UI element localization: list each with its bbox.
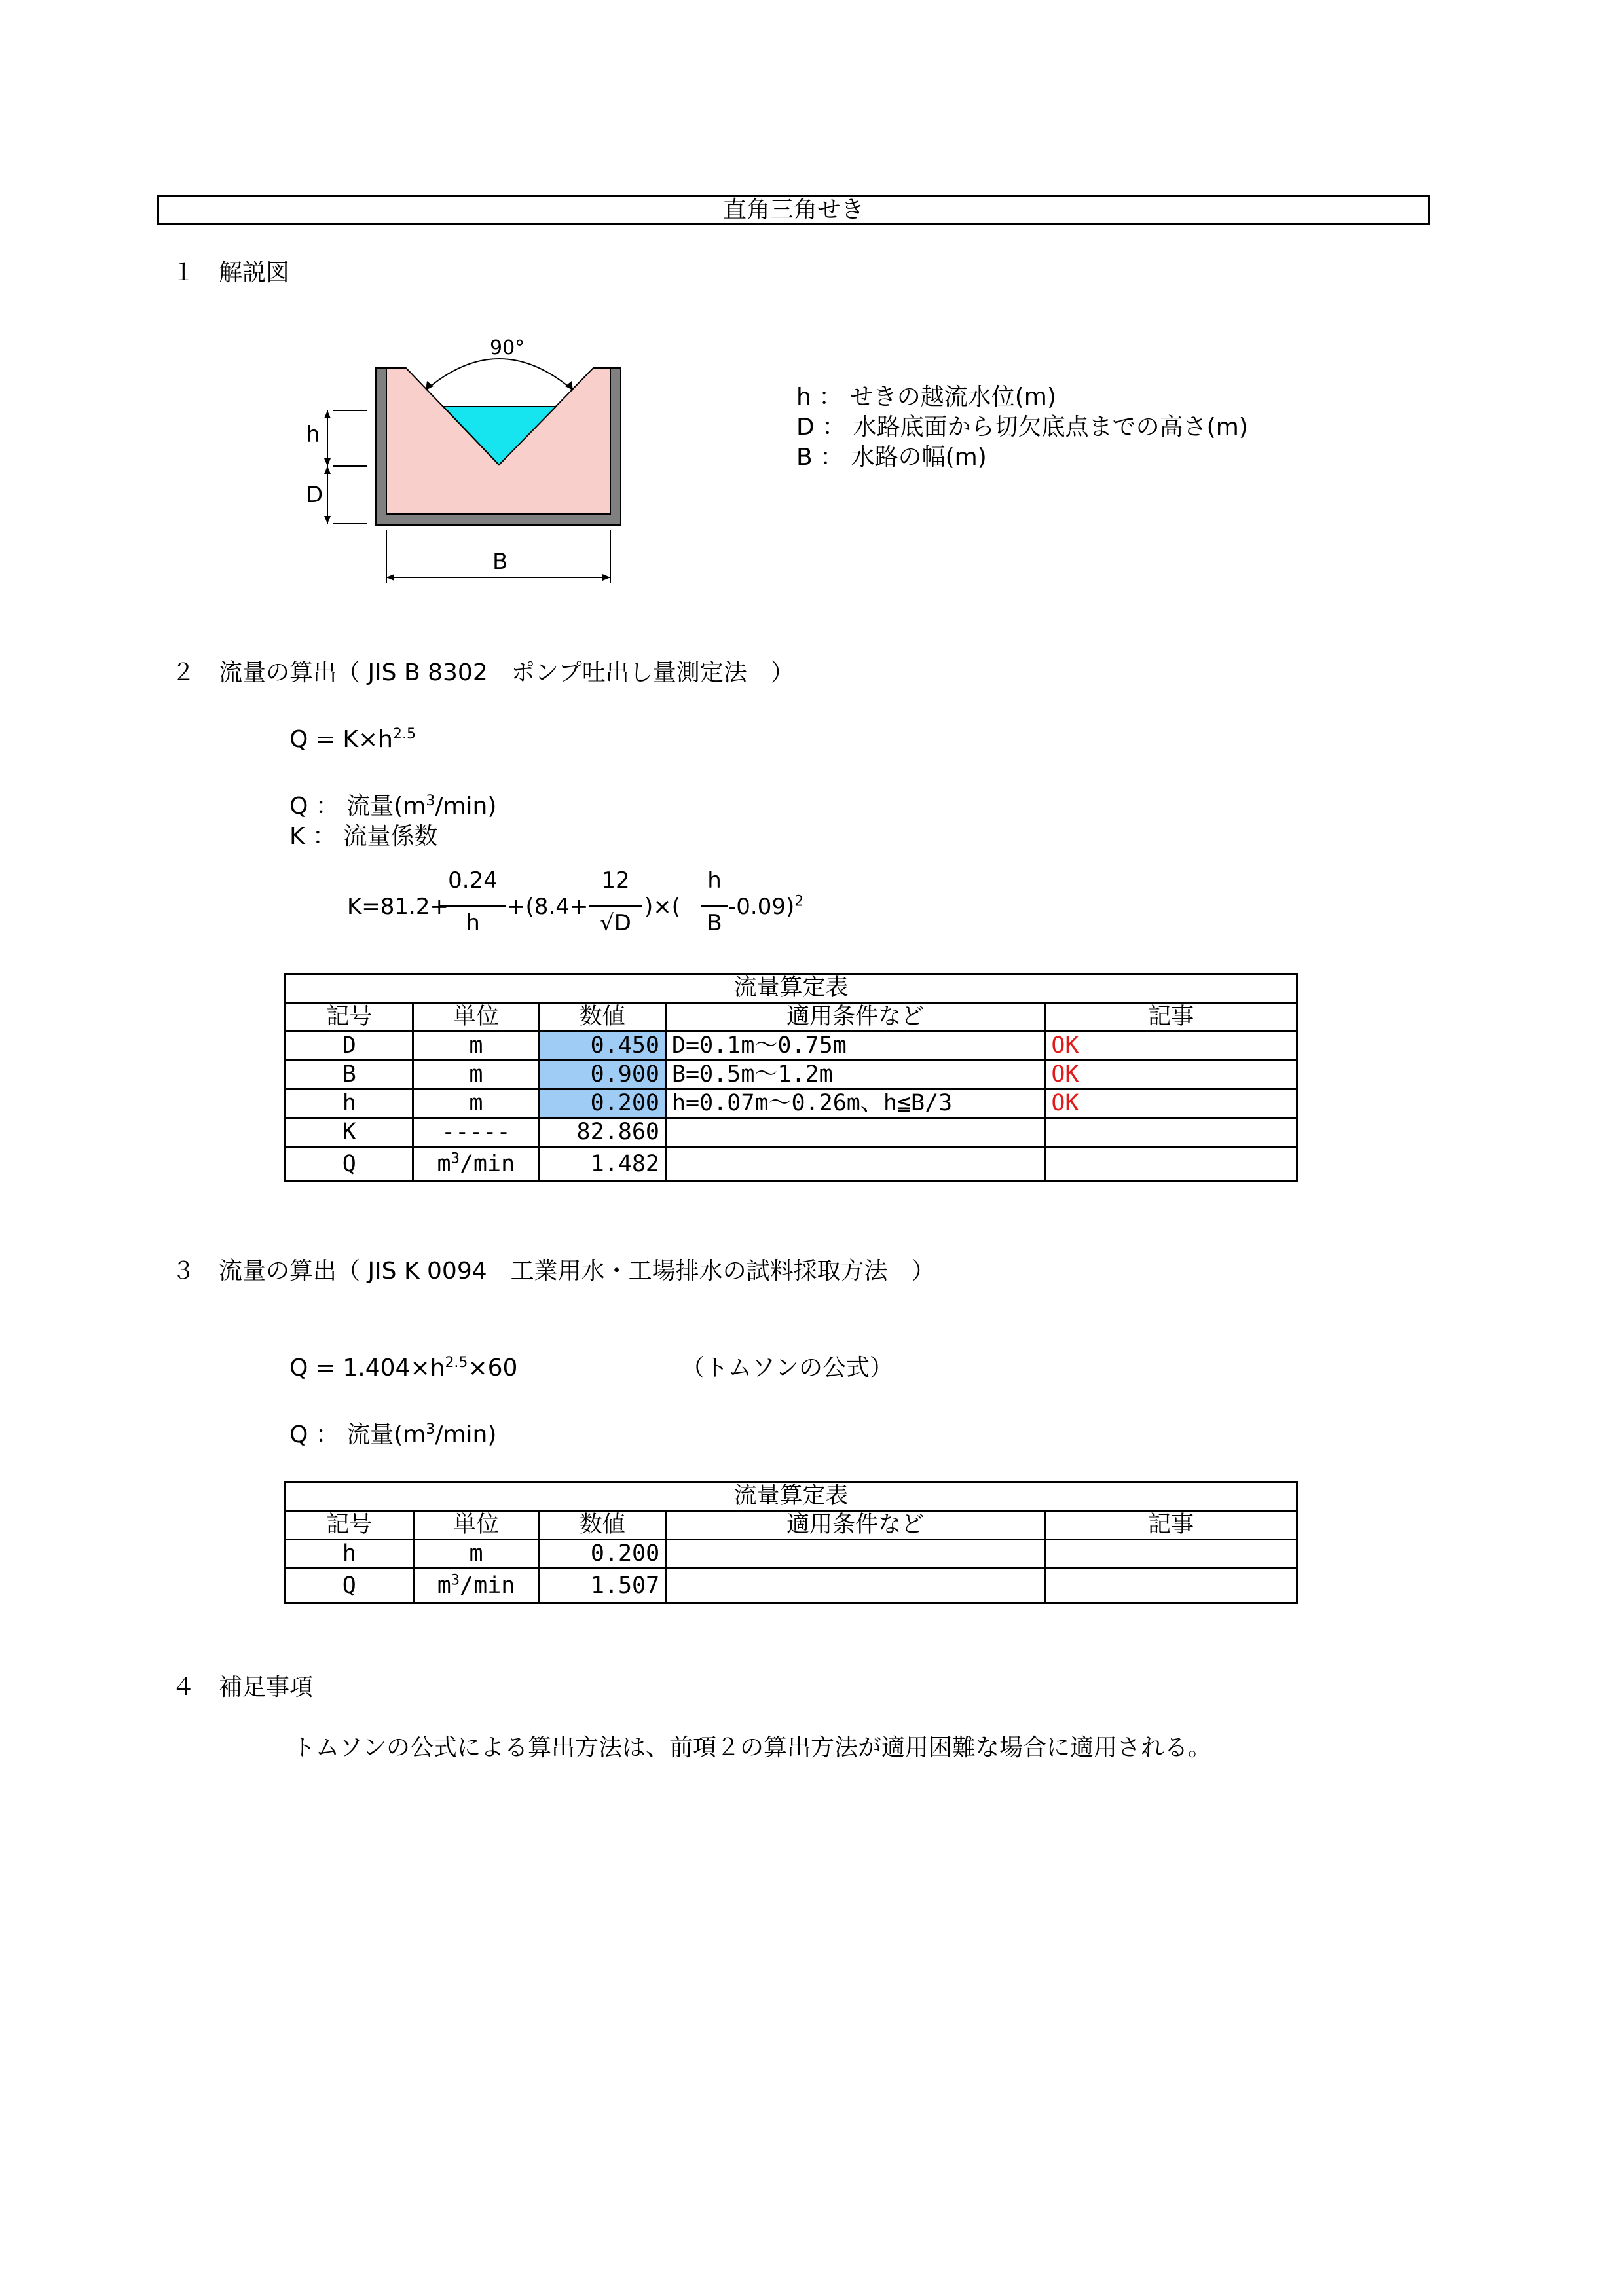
unit-cell: ----- [413,1118,539,1147]
d-label: D [306,482,323,508]
symbol-cell: h [286,1540,414,1569]
unit-cell: $m^3/\min$ [413,1147,539,1182]
symbol-cell: K [286,1118,413,1147]
condition-cell [665,1118,1044,1147]
column-header: 単位 [413,1511,539,1540]
symbol-cell: D [286,1032,413,1061]
note-cell [1044,1569,1297,1603]
unit-cell: m [413,1540,539,1569]
section-4-number: ４ [172,1674,196,1701]
section-2-number: ２ [172,659,196,686]
unit-cell: $m^3/\min$ [413,1569,539,1603]
formula-thomson: $Q = 1.404\times h^{2.5}\times 60$ [289,1355,518,1381]
table-caption: 流量算定表 [286,974,1297,1003]
angle-arrow-left [426,381,434,390]
legend-item: D ： 水路底面から切欠底点までの高さ(m) [796,414,1248,441]
fraction-denominator: h [466,910,480,936]
value-cell: 1.482 [539,1147,666,1182]
condition-cell: D=0.1m～0.75m [665,1032,1044,1061]
angle-arrow-right [565,381,573,390]
weir-diagram [288,327,655,596]
condition-cell [666,1569,1045,1603]
status-ok: OK [1045,1061,1297,1089]
status-ok: OK [1045,1089,1297,1118]
table-row [286,1147,1297,1182]
table-row [286,1032,1297,1061]
table-caption: 流量算定表 [286,1482,1297,1511]
definition-k: K ： 流量係数 [289,823,438,850]
h-label: h [306,422,320,448]
table-row [286,1061,1297,1089]
section-3-heading: 流量の算出（ JIS K 0094 工業用水・工場排水の試料採取方法 ） [219,1258,935,1285]
note-cell [1044,1540,1297,1569]
value-cell: 0.200 [539,1540,666,1569]
value-input-d[interactable]: 0.450 [539,1032,666,1061]
table-row [286,1540,1297,1569]
table-header-row [286,1511,1297,1540]
angle-label: 90° [490,337,525,359]
table-row [286,1118,1297,1147]
legend-item: B ： 水路の幅(m) [796,444,987,471]
column-header: 記号 [286,1511,414,1540]
fraction-denominator: B [707,910,722,936]
column-header: 適用条件など [665,1003,1044,1032]
column-header: 数値 [539,1003,666,1032]
section-1-heading: 解説図 [219,259,290,286]
section-2-heading: 流量の算出（ JIS B 8302 ポンプ吐出し量測定法 ） [219,659,794,686]
condition-cell: B=0.5m～1.2m [665,1061,1044,1089]
b-label: B [492,549,508,575]
fraction-numerator: 12 [601,867,630,894]
symbol-cell: Q [286,1147,413,1182]
formula-note: （トムソンの公式） [681,1355,894,1381]
condition-cell [666,1540,1045,1569]
column-header: 数値 [539,1511,666,1540]
definition-q: Q ： 流量$(m^3/\min)$ [289,1421,497,1448]
legend-item: h ： せきの越流水位(m) [796,384,1056,410]
fraction-numerator: h [707,867,722,894]
formula-q: $Q = K\times h^{2.5}$ [289,726,416,753]
unit-cell: m [413,1032,539,1061]
flow-table-jis-b-8302 [284,973,1298,1182]
table-row [286,1569,1297,1603]
symbol-cell: Q [286,1569,414,1603]
value-input-b[interactable]: 0.900 [539,1061,666,1089]
column-header: 記事 [1045,1003,1297,1032]
unit-cell: m [413,1061,539,1089]
note-cell [1045,1147,1297,1182]
status-ok: OK [1045,1032,1297,1061]
column-header: 記号 [286,1003,413,1032]
note-cell [1045,1118,1297,1147]
value-input-h[interactable]: 0.200 [539,1089,666,1118]
condition-cell: h=0.07m～0.26m、h≦B/3 [665,1089,1044,1118]
symbol-cell: h [286,1089,413,1118]
section-1-number: １ [172,259,196,286]
symbol-cell: B [286,1061,413,1089]
table-row [286,1089,1297,1118]
unit-cell: m [413,1089,539,1118]
column-header: 記事 [1044,1511,1297,1540]
fraction-numerator: 0.24 [448,867,498,894]
flow-table-jis-k-0094 [284,1481,1298,1604]
value-cell: 82.860 [539,1118,666,1147]
condition-cell [665,1147,1044,1182]
column-header: 単位 [413,1003,539,1032]
definition-q: Q ： 流量$(m^3/\min)$ [289,793,497,820]
value-cell: 1.507 [539,1569,666,1603]
angle-arc [426,359,573,390]
page-title: 直角三角せき [157,195,1430,225]
section-3-number: ３ [172,1258,196,1285]
table-header-row [286,1003,1297,1032]
fraction-denominator: √D [600,910,631,936]
section-4-heading: 補足事項 [219,1674,314,1701]
supplementary-note: トムソンの公式による算出方法は、前項２の算出方法が適用困難な場合に適用される。 [292,1734,1212,1761]
column-header: 適用条件など [666,1511,1045,1540]
